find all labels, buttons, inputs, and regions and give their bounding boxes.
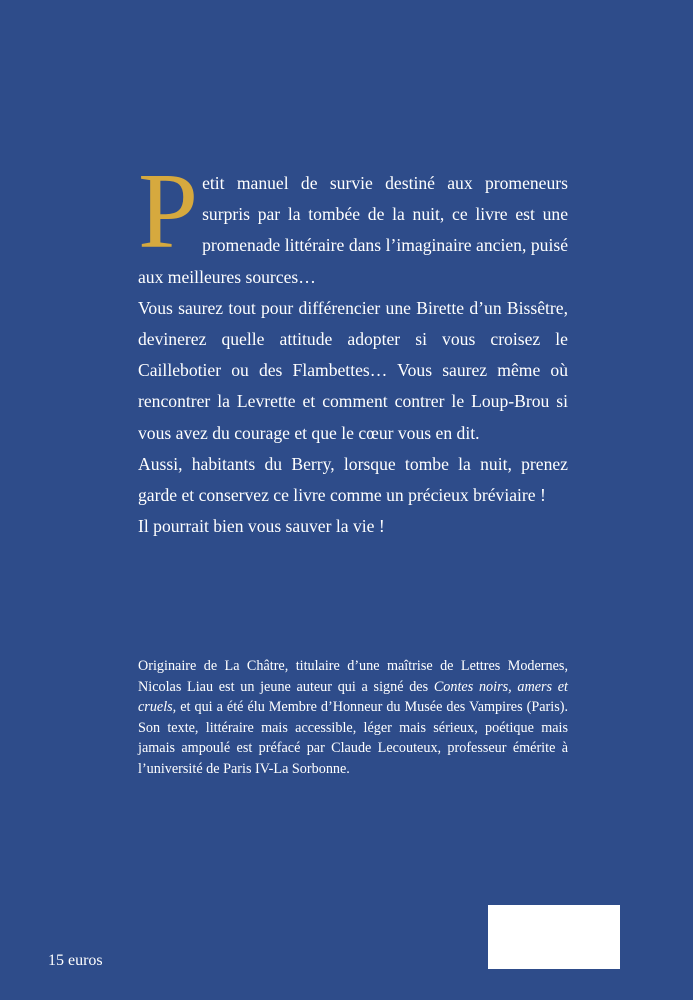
author-bio-text-2: et qui a été élu Membre d’Honneur du Musée des Vampires (Paris). Son texte, littéraire mais accessible, léger mais sérieux, poétique mais jamais ampoulé est préfacé par Claude Lecouteux, professeur émérite à l’université de Paris IV-La Sorbonne. <box>138 699 568 777</box>
drop-cap-letter: P <box>138 152 199 271</box>
author-bio-text-1: Originaire de La Châtre, titulaire d’une maîtrise de Lettres Modernes, Nicolas Liau est un jeune auteur qui a signé des <box>138 658 568 695</box>
blurb-paragraph-4: Il pourrait bien vous sauver la vie ! <box>138 516 385 537</box>
author-book-title: Contes noirs, amers et cruels, <box>138 678 568 716</box>
author-bio <box>138 656 568 780</box>
blurb-paragraph-2: Vous saurez tout pour différencier une Birette d’un Bissêtre, devinerez quelle attitude adopter si vous croisez le Caillebotier ou des Flambettes… Vous saurez même où rencontrer la Levrette et comment contrer le Loup-Brou si vous avez du courage et que le cœur vous en dit. <box>138 297 568 443</box>
blurb-paragraph-1 <box>138 152 568 293</box>
barcode-area <box>488 905 620 969</box>
blurb-paragraph-1-text: etit manuel de survie destiné aux promeneurs surpris par la tombée de la nuit, ce livre est une promenade littéraire dans l’imaginaire ancien, puisé aux meilleures sources… <box>138 173 568 287</box>
back-cover-blurb <box>138 152 568 542</box>
blurb-paragraph-3: Aussi, habitants du Berry, lorsque tombe la nuit, prenez garde et conservez ce livre comme un précieux bréviaire ! <box>138 453 568 506</box>
price-label: 15 euros <box>48 952 103 969</box>
